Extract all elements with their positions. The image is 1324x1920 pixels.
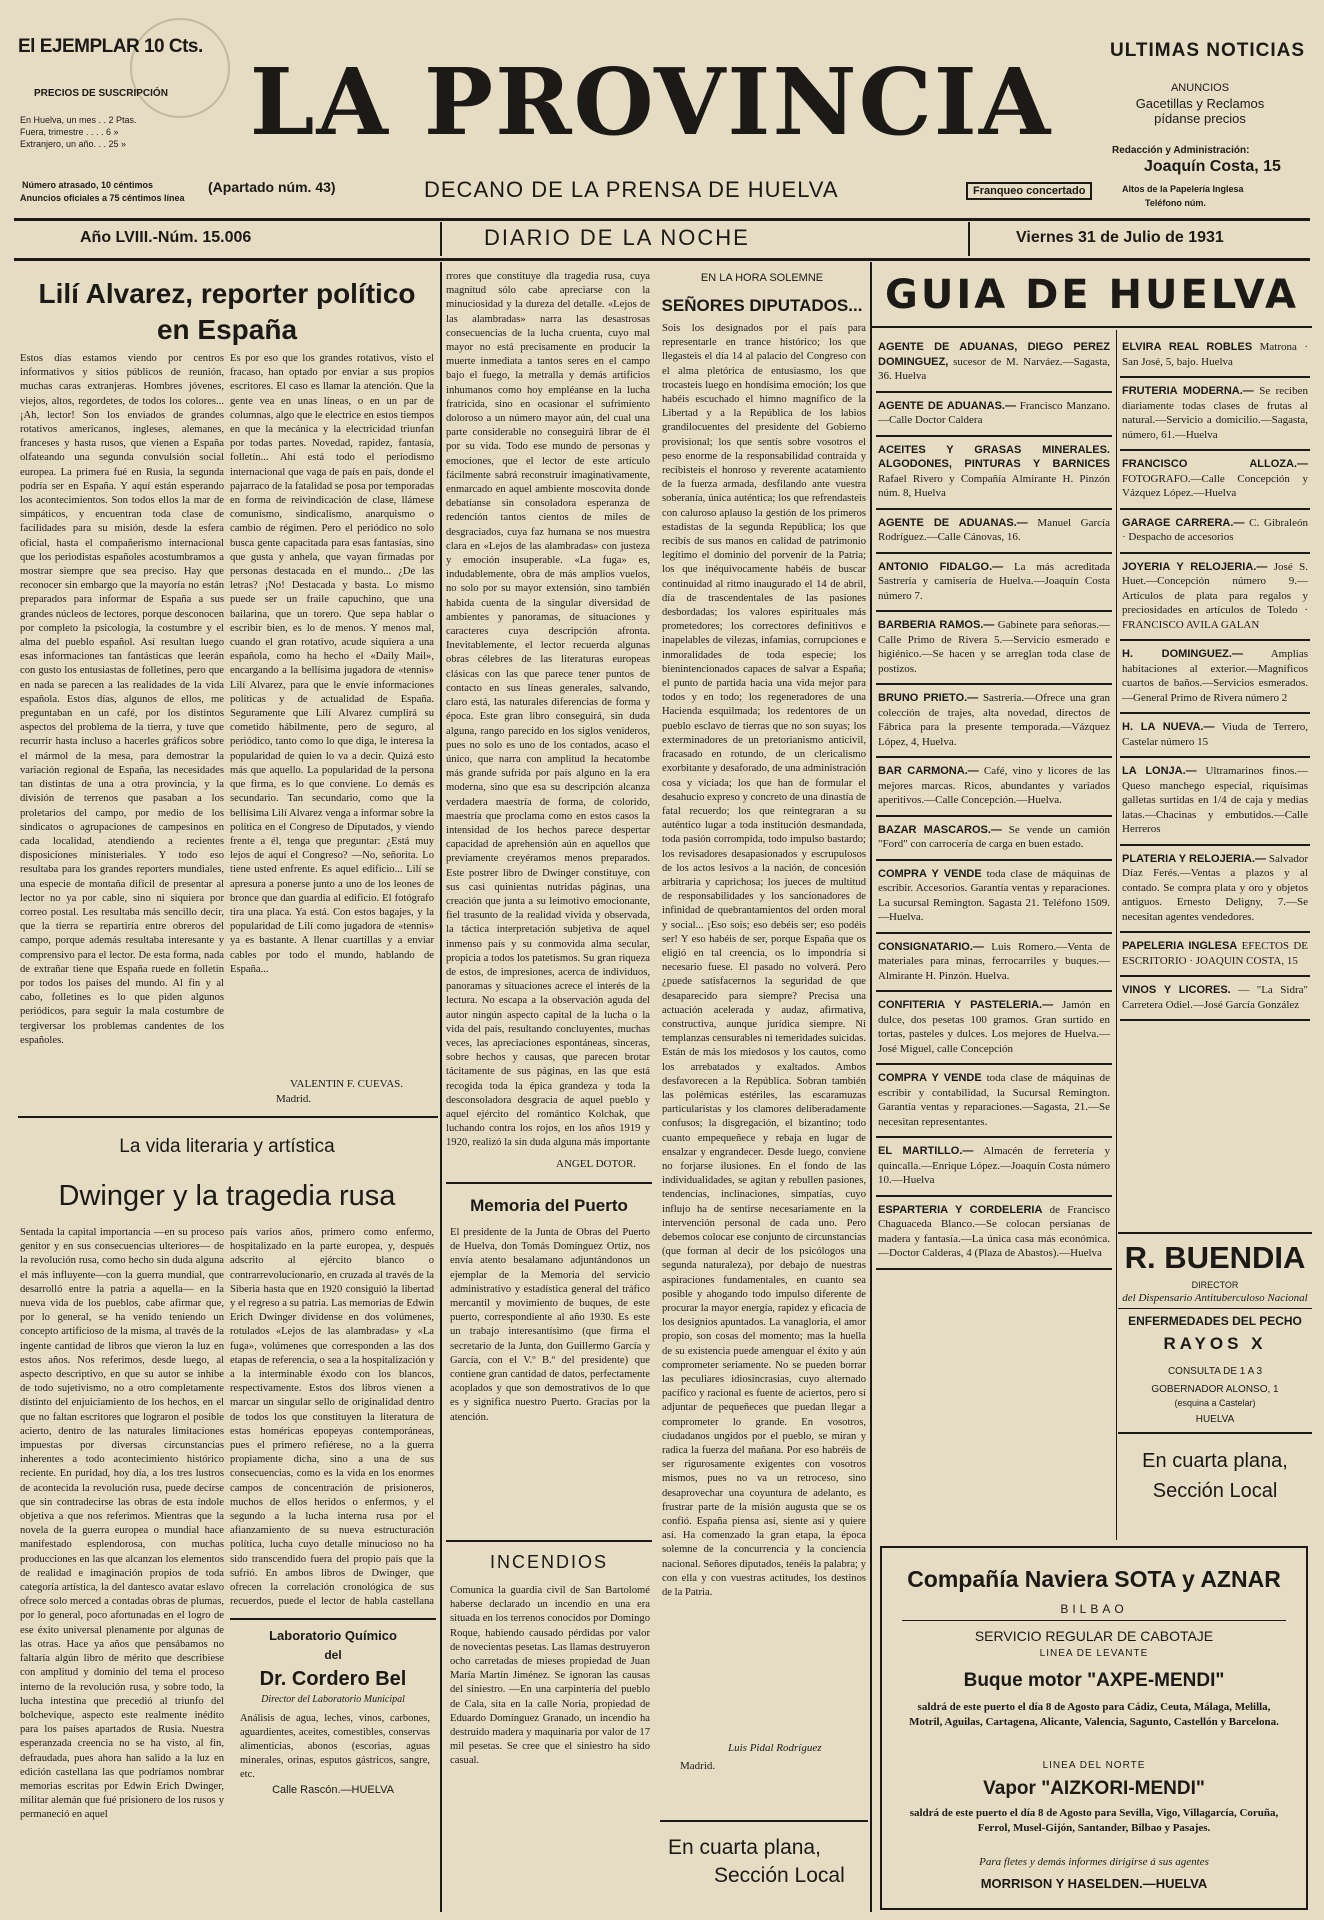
guide-ad-text: Se vende un camión "Ford" con carrocería de carga en buen estado. bbox=[878, 823, 1110, 850]
guide-ad bbox=[876, 554, 1112, 613]
article-author: Luis Pidal Rodríguez bbox=[728, 1742, 822, 1754]
subscription-price-line: En Huelva, un mes . . 2 Ptas. bbox=[20, 115, 137, 125]
subscription-prices bbox=[20, 114, 137, 150]
rule bbox=[446, 1540, 652, 1542]
next-page-note bbox=[1118, 1446, 1312, 1506]
doctor-name: R. BUENDIA bbox=[1124, 1240, 1306, 1275]
guide-ad-text: Salvador Díaz Ferés.—Ventas a plazos y al contado. Se compra plata y oro y objetos antiguos. Ernesto Deligny, 7.—Se necesitan agentes vendedores. bbox=[1122, 852, 1309, 923]
guide-ads-left bbox=[876, 334, 1112, 1544]
guide-ad-name: H. DOMINGUEZ.— bbox=[1122, 648, 1243, 660]
guide-ad-name: GARAGE CARRERA.— bbox=[1122, 516, 1245, 529]
guide-ad-name: BRUNO PRIETO.— bbox=[878, 692, 979, 704]
subscription-price-line: Fuera, trimestre . . . . 6 » bbox=[20, 127, 119, 137]
subscription-title: PRECIOS DE SUSCRIPCIÓN bbox=[34, 88, 168, 99]
guide-ad bbox=[1120, 846, 1310, 934]
ads-types: Gacetillas y Reclamos bbox=[1135, 96, 1265, 111]
lab-doctor: Dr. Cordero Bel bbox=[259, 1668, 407, 1690]
rule bbox=[870, 262, 872, 1912]
next-page-line: Sección Local bbox=[1152, 1480, 1278, 1502]
admin-label: Redacción y Administración: bbox=[1112, 145, 1250, 156]
guide-ads-right bbox=[1120, 334, 1310, 1224]
article-column: Estos días estamos viendo por centros informativos y sitios públicos de reunión, muchas caras extranjeras. Hombres jóvenes, viejos, altos, regordetes, de todos los colores... ¡Ah, lector! Son los enviados de grandes rotativos americanos, ingleses, alemanes, franceses y hasta rusos, que vienen a España olfateando una segunda convulsión social europea. La primera fué en Rusia, la segunda podría ser en España. Y aquí están esperando los acontecimientos. Son todos ellos la mar de simpáticos, y encuentran toda clase de facilidades para su misión, desde la esfera oficial, hasta el compañerismo internacional que los periodistas españoles acostumbramos a mostrar siempre que sea preciso. Hay que reconocer sin embargo que la mayoría no están preparados para informar de España a sus grandes núcleos de lectores, porque desconocen por completo la psicología, la costumbre y el alma del pueblo español. Así resultan luego esas informaciones tan fantásticas que leerán con gusto los entusiastas de folletines, pero que en nada se parecen a las realidades de la vida española. Estos días, algunos de ellos, me preguntaban en un café, por los distintos aspectos del problema de la tierra, y tuve que recurrir hasta incluso a hacerles gráficos sobre el mármol de la mesa, para demostrar la variación regional de España, las necesidades tan distintas de una a otra provincia, y la división de terrenos que pasaban a los proletarios del campo, por medio de los sindicatos o agrupaciones de campesinos en cada localidad, atendiendo a recientes disposiciones ministeriales. Y todo eso resultaba para los grandes reporters mundiales, una especie de montaña difícil de presentar al lector no ya por cable, sino ni siquiera por correo postal. Les resultaba más sencillo decir, que la tierra se repartiría entre obreros del campo, porque además resultaba interesante y comprensivo para el lector. De esta forma, nada de extrañar tiene que España ruede en folletín por todos los países del mundo. Al fin y al cabo, folletines es lo que piden algunos periódicos, para seguir la mala costumbre de tergiversar los problemas candentes de los españoles. bbox=[20, 353, 224, 1046]
guide-ad bbox=[876, 934, 1112, 993]
shipping-line: LINEA DEL NORTE bbox=[1042, 1760, 1146, 1771]
guide-ad-name: ACEITES Y GRASAS MINERALES. ALGODONES, PINTURAS Y BARNICES bbox=[878, 443, 1110, 470]
doctor-corner: (esquina a Castelar) bbox=[1174, 1398, 1256, 1408]
guide-ad-name: CONSIGNATARIO.— bbox=[878, 940, 984, 953]
guide-ad-text: Matrona · San José, 5, bajo. Huelva bbox=[1122, 341, 1308, 368]
guide-ad bbox=[876, 817, 1112, 861]
guide-ad-name: EL MARTILLO.— bbox=[878, 1145, 974, 1157]
guide-ad-text: Luis Romero.—Venta de materiales para minas, ferrocarriles y buques.—Almirante H. Pinzón. Huelva. bbox=[878, 940, 1110, 982]
guide-ad-text: Viuda de Terrero, Castelar número 15 bbox=[1122, 721, 1308, 748]
guide-ad-name: H. LA NUEVA.— bbox=[1122, 721, 1215, 733]
guide-ad-text: C. Gibraleón · Despacho de accesorios bbox=[1122, 516, 1308, 543]
guide-title: GUIA DE HUELVA bbox=[885, 272, 1299, 318]
guide-ad bbox=[1120, 977, 1310, 1021]
guide-ad-name: AGENTE DE ADUANAS.— bbox=[878, 399, 1016, 412]
guide-ad-text: EFECTOS DE ESCRITORIO · JOAQUIN COSTA, 15 bbox=[1122, 940, 1309, 967]
price-label: El EJEMPLAR 10 Cts. bbox=[18, 36, 203, 57]
guide-ad bbox=[1120, 933, 1310, 977]
newspaper-title: LA PROVINCIA bbox=[249, 48, 1053, 156]
guide-ad-name: FRANCISCO ALLOZA.— bbox=[1122, 458, 1308, 470]
guide-ad-name: AGENTE DE ADUANAS.— bbox=[878, 516, 1028, 529]
guide-ad-text: Jamón en dulce, dos pesetas 100 gramos. Gran surtido en tortas, pasteles y dulces. Los mejores de Huelva.—José Miguel, calle Concepción bbox=[878, 999, 1111, 1055]
shipping-line: LINEA DE LEVANTE bbox=[1039, 1648, 1149, 1659]
guide-ad bbox=[876, 758, 1112, 817]
admin-phone: Teléfono núm. bbox=[1145, 198, 1206, 208]
doctor-specialty: ENFERMEDADES DEL PECHO bbox=[1128, 1314, 1302, 1328]
guide-ad bbox=[1120, 334, 1310, 378]
article-title: INCENDIOS bbox=[489, 1552, 608, 1572]
shipping-route: saldrá de este puerto el día 8 de Agosto para Cádiz, Ceuta, Málaga, Melilla, Motril, Aguilas, Cartagena, Alicante, Valencia, Sagunto, Castellón y Barcelona. bbox=[909, 1701, 1279, 1728]
article-place: Madrid. bbox=[276, 1093, 312, 1105]
next-page-note: En cuarta plana, bbox=[668, 1836, 821, 1859]
subscription-price-line: Extranjero, un año. . . 25 » bbox=[20, 139, 127, 149]
rule bbox=[968, 222, 970, 256]
article-column: país varios años, primero como enfermo, hospitalizado en la parte europea, y, después adscrito al ejército blanco o contrarrevolucionario, en cruzada al través de la Siberia hasta que en 1920 consiguió la libertad y el regreso a su patria. Las memorias de Edwin Erich Dwinger dividense en dos volúmenes, rotulados «Lejos de las alambradas» y «La fuga», volúmenes que corresponden a las dos etapas de referencia, o sea a la hospitalización y a la interminable éxodo con los blancos, respectivamente. Estos dos libros vienen a marcar un singular sello de originalidad dentro de todos los que constituyen la literatura de estas homéricas epopeyas contemporáneas, pues el primero refiérese, no a la guerra propiamente dicha, sino a una de sus consecuencias, como es la vida en los enormes campos de concentración de prisioneros, muchos de ellos heridos o enfermos, y el segundo a la lucha interna rusa por el afianzamiento de su nueva estructuración política, lucha cuyo detalle minucioso no ha sido transcendido fuera del propio país que la sufrió. En ambos libros de Dwinger, que ofrecen la correlación cronológica de sus recuerdos, puede el lector de habla castellana bbox=[230, 1227, 434, 1608]
lab-address: Calle Rascón.—HUELVA bbox=[272, 1784, 394, 1796]
guide-ad-name: ELVIRA REAL ROBLES bbox=[1122, 341, 1253, 353]
rule bbox=[872, 326, 1312, 328]
doctor-role: DIRECTOR bbox=[1191, 1280, 1239, 1290]
article-author: ANGEL DOTOR. bbox=[556, 1158, 637, 1170]
guide-ad bbox=[1120, 451, 1310, 510]
guide-ad-text: toda clase de máquinas de escribir y contabilidad, la Sucursal Remington. Garantía ventas y reparaciones.—Sagasta, 21.—Se necesitan representantes. bbox=[878, 1072, 1110, 1128]
article-title bbox=[18, 276, 436, 348]
article-title-line: Lilí Alvarez, reporter político bbox=[38, 278, 416, 309]
back-issue-price: Número atrasado, 10 céntimos bbox=[22, 180, 154, 190]
guide-ad bbox=[876, 510, 1112, 554]
guide-ad-name: BAR CARMONA.— bbox=[878, 765, 979, 777]
guide-ad-name: BAZAR MASCAROS.— bbox=[878, 823, 1002, 836]
rule bbox=[1118, 1432, 1312, 1434]
article-kicker: EN LA HORA SOLEMNE bbox=[700, 272, 824, 284]
guide-ad-name: BARBERIA RAMOS.— bbox=[878, 619, 995, 631]
article-title-line: en España bbox=[156, 314, 298, 345]
rule bbox=[14, 218, 1310, 221]
guide-ad-name: COMPRA Y VENDE bbox=[878, 867, 982, 880]
guide-ad bbox=[876, 393, 1112, 437]
shipping-city: BILBAO bbox=[1060, 1602, 1128, 1616]
guide-ad bbox=[1120, 641, 1310, 714]
issue-number: Año LVIII.-Núm. 15.006 bbox=[80, 229, 252, 246]
guide-ad-text: Café, vino y licores de las mejores marcas. Ricos, abundantes y variados aperitivos.—Calle Concepción.—Huelva. bbox=[878, 765, 1110, 806]
guide-ad-name: ANTONIO FIDALGO.— bbox=[878, 560, 1004, 573]
article-column: rrores que constituye dla tragedia rusa, cuya magnitud sólo cabe apreciarse con la minuciosidad y la dureza del detalle. «Lejos de las alambradas» narra las desastrosas consecuencias de la lucha cruenta, cuyo mal mayor no está precisamente en producir la muerte inmediata a tantos seres en el campo bajo el fuego, la metralla y demás artificios inhumanos como hoy empléanse en la lucha fratricida, sino en ocasionar el sufrimiento doloroso a un número mayor aún, del cual una parte considerable no conseguirá librar de él por su vida. Todo ese mundo de personas y emociones, que el lector de este artículo fácilmente sabrá reconstruir imaginativamente, enmarcado en aquel ambiente moscovita donde debatíanse sin consoladora esperanza de redención tantos cientos de miles de desgraciados, cuya faz humana se nos muestra clara en «Lejos de las alambradas» con justeza y emoción insuperable. «La fuga» es, indudablemente, obra de más amplios vuelos, no solo por su mayor extensión, sino también habida cuenta de la singular diversidad de ambientes y panoramas, de situaciones y caracteres cuya descripción afronta. Inevitablemente, el lector recuerda algunas obras célebres de las literaturas europeas clásicas con las que parece tener puntos de contacto en sus líneas generales, salvando, claro está, las naturales diferencias de forma y época. Este gran libro conseguirá, sin duda alguna, rango parecido en los siglos venideros, pues no solo es uno de los contados, acaso el único, que narra con amplitud la hecatombe más grande sufrida por país alguno en la era moderna, sino que esa su descripción alcanza verdadera maestría de forma, de colorido, maestría que proclama como en estos casos la intensidad de los hechos parece despertar capacidad de aprehensión aún en aquellos que previamente creyéramos menos preparados. Este postrer libro de Dwinger constituye, con sus casi quinientas nutridas páginas, una creación que junta a su leimotivo emocionante, fiel trasunto de la realidad vivida y observada, la táctica interpretación subjetiva de aquel inmenso país y su conmovida alma secular, propicia a todos los patetismos. Su gran riqueza de estos, de impresiones, acerca de individuos, panoramas y situaciones acrece el interés de la lectura. No escapa a la observación aguda del autor ningún aspecto capital de la lucha o la vida del país, resultando concluyentes, muchas veces, las apreciaciones espontáneas, sinceras, sobre hechos y causas, que parecen brotar tácitamente de sus páginas, en las que está recogida toda la épica grandeza y toda la desconsoladora desgracia de aquel pueblo y aquel ejército del romántico Kolchak, que luchando contra los rojos, en los años 1919 y 1920, realizó la sin duda alguna más importante bbox=[446, 271, 650, 1149]
rule bbox=[18, 1116, 438, 1118]
guide-ad-text: Amplias habitaciones al exterior.—Magníficos cuartos de baños.—Servicios esmerados.—General Primo de Rivera número 2 bbox=[1122, 648, 1308, 704]
article-author: VALENTIN F. CUEVAS. bbox=[290, 1078, 404, 1090]
rule bbox=[230, 1618, 436, 1620]
guide-ad bbox=[876, 612, 1112, 685]
rule bbox=[14, 258, 1310, 261]
next-page-note: Sección Local bbox=[714, 1864, 845, 1887]
guide-ad-name: PAPELERIA INGLESA bbox=[1122, 940, 1238, 952]
guide-ad-text: — "La Sidra" Carretera Odiel.—José García González bbox=[1122, 984, 1309, 1011]
guide-ad-text: La más acreditada Sastrería y camisería de Huelva.—Joaquín Costa número 7. bbox=[878, 560, 1110, 602]
rule bbox=[1118, 1232, 1312, 1234]
guide-ad bbox=[876, 1138, 1112, 1197]
rule bbox=[440, 222, 442, 256]
guide-ad-text: José S. Huet.—Concepción número 9.—Artículos de plata para regalos y preciosidades en artículos de Toledo · FRANCISCO AVILA GALAN bbox=[1122, 560, 1309, 631]
guide-ad-text: Gabinete para señoras.—Calle Primo de Rivera 5.—Servicio esmerado e higiénico.—Se hacen y se arreglan toda clase de postizos. bbox=[878, 619, 1110, 675]
article-place: Madrid. bbox=[680, 1760, 716, 1772]
issue-type: DIARIO DE LA NOCHE bbox=[484, 225, 750, 250]
ads-ask: pídanse precios bbox=[1154, 111, 1246, 126]
guide-ad bbox=[876, 334, 1112, 393]
guide-ad-name: CONFITERIA Y PASTELERIA.— bbox=[878, 999, 1054, 1011]
guide-ad bbox=[876, 1065, 1112, 1138]
ads-label: ANUNCIOS bbox=[1170, 82, 1230, 94]
guide-ad-name: COMPRA Y VENDE bbox=[878, 1072, 982, 1084]
guide-ad-text: sucesor de M. Narváez.—Sagasta, 36. Huelva bbox=[878, 355, 1111, 382]
guide-ad-name: FRUTERIA MODERNA.— bbox=[1122, 385, 1254, 397]
guide-ad-text: Se reciben diariamente todas clases de frutas al natural.—Servicio a domicilio.—Sagasta, número, 61.—Huelva bbox=[1122, 385, 1308, 441]
guide-ad-name: LA LONJA.— bbox=[1122, 765, 1197, 777]
lab-title: Laboratorio Químico bbox=[269, 1628, 397, 1643]
article-title: Memoria del Puerto bbox=[470, 1196, 628, 1215]
guide-ad-text: de Francisco Chaguaceda Blanco.—Se colocan persianas de madera y fantasía.—La única casa más económica.—Doctor Calderas, 4 (Plaza de Abastos).—Huelva bbox=[878, 1203, 1111, 1259]
guide-ad-name: VINOS Y LICORES. bbox=[1122, 984, 1231, 996]
article-title: Dwinger y la tragedia rusa bbox=[58, 1180, 396, 1212]
guide-ad bbox=[876, 992, 1112, 1065]
shipping-company: Compañía Naviera SOTA y AZNAR bbox=[907, 1566, 1281, 1592]
guide-ad-name: JOYERIA Y RELOJERIA.— bbox=[1122, 560, 1268, 573]
lab-del: del bbox=[324, 1648, 342, 1662]
doctor-address: GOBERNADOR ALONSO, 1 bbox=[1151, 1384, 1279, 1395]
guide-ad bbox=[1120, 554, 1310, 642]
lab-director: Director del Laboratorio Municipal bbox=[261, 1694, 405, 1705]
article-body: Sois los designados por el país para representarle en trance histórico; los que llegasteis el día 14 al palacio del Congreso con el alma pletórica de entusiasmo, los que trocasteis luego en hondísima emoción; los que habéis escuchado el himno magnífico de la Libertad y a la República de los labios grandilocuentes del presidente del Gobierno provisional; los que sentís sobre vosotros el peso enorme de la responsabilidad contraída y recibisteis el honroso y reverente acatamiento de la fuerza armada, desfilando ante vuestra soberanía, única auténtica; los que refrendasteis con caluroso aplauso la gestión de los primeros estadistas de la segunda República; los que recibís de sus manos en calidad de patrimonio legítimo el dominio del porvenir de la Patria; los que inéquivocamente habéis de buscar continuidad al ritmo inaugurado el 14 de abril, día de trascendentales de las pasiones desbordadas; los valores espirituales más prometedores; los correctores definitivos e inapelables de vilezas, infamias, corrupciones e inmoralidades de toda especie; los bienintencionados capaces de salvar a España; el punto de partida hacia una vida mejor para todos y en todo; los regeneradores de una Hacienda esquilmada; los redentores de un pueblo esclavo de tierras que no son suyas; los exterminadores de un pretorianismo anticivil, fracasado en rotundo, de un clericalismo exorbitante y desaforado, de una administración cosa y viciada; los que han de formular el desahucio expreso y concreto de una dinastía de fatal recuerdo; los que reintegraran a su auténtico lugar a toda institución desmandada, toda pasión corrompida, todo impulso bastardo; los revisadores desapasionados y escrupulosos de los actos lesivos a la nación, de concesión arbitraria y caprichosa; los jueces de multitud de responsabilidades y los sancionadores de infinidad de quebrantamientos del orden moral y social... ¡Eso sois; eso debéis ser; eso podéis ser! Y eso habéis de ser, porque España que os eligió en tal creencia, os lo impondría si necesario fuese. El pasado no volverá. Pero ¿puede satisfacernos la seguridad de que desaparecido para siempre? Precisa una actuación acelerada y audaz, afirmativa, constructiva, aunque jurídica siempre. Ni templanzas censurables ni temeridades suicidas. Están de más los miedosos y los cautos, como los arrebatados y exaltados. Ambos desfavorecen a la República. Sobran también las polémicas estériles, las escaramuzas particularistas y los clamores deliberadamente confusos; la disgregación, el bizantino; todo cuanto empequeñece y rebaja en lugar de ensalzar y engrandecer. Desde luego, conviene no forjarse ilusiones. En el fondo de las individualidades, se agitan y rebullen pasiones, tendencias, inclinaciones, simpatías, cuyo influjo ha de sentirse necesariamente en la intervención personal de cada uno. Pero debemos colocar ese conjunto de circunstancias (que forman al decir de los psicólogos una segunda naturaleza), por debajo de nuestras aspiraciones fundamentales, en cuanto sea posible y ahogando todo impulso diferente de procurar la mayor energía, rapidez y eficacia de los designios apuntados. La vanagloria, el amor propio, son cosas del momento; mas la huella de su existencia puede amenguar el éxito y aún comprometer seriamente. No se pueden borrar las peculiares idiosincrasias, cuyo alternado pacífico y racional es fuente de aciertos, pero sí adjuntar de pequeñeces que puedan llegar a comprometer lo grande. En vosotros, ciudadanos ungidos por el pueblo, se miran y radica la fuerza del mañana. Por eso habréis de ser rigurosamente exigentes con vosotros mismos, pues no va un retroceso, sino desaprovechar una coyuntura de adelanto, es frustrar parte de la misión augusta que se os confió. España piensa así, siente así y quiere así. Ha comenzado la gran etapa, la época solemne de la concurrencia y la conciencia nacional. Señores diputados, tenéis la palabra; y con ella y con vuestras actitudes, los destinos de la Patria. bbox=[662, 323, 866, 1599]
po-box: (Apartado núm. 43) bbox=[208, 179, 336, 195]
admin-address: Joaquín Costa, 15 bbox=[1144, 158, 1281, 175]
shipping-service: SERVICIO REGULAR DE CABOTAJE bbox=[974, 1628, 1214, 1644]
guide-ad-text: Ultramarinos finos.—Queso manchego especial, riquísimas galletas surtidas en 1/4 de caja y medias latas.—Chacinas y embutidos.—Calle Herreros bbox=[1122, 765, 1308, 835]
doctor-hours: CONSULTA DE 1 A 3 bbox=[1167, 1366, 1263, 1377]
article-body: Comunica la guardia civil de San Bartolomé haberse declarado un incendio en una era situada en los terrenos conocidos por Domingo Roque, habiendo causado pérdidas por valor de novecientas pesetas. Las llamas destruyeron ocho carretadas de mieses propiedad de Juan María Martín Jiménez. Se ignoran las causas del siniestro. —En una carpintería del pueblo de Cala, sita en la calle Noria, propiedad de Eduardo Domínguez Granado, un incendio ha destruido madera y maquinaria por valor de 17 mil pesetas. Se cree que el siniestro ha sido casual. bbox=[450, 1585, 650, 1767]
rule bbox=[902, 1620, 1286, 1621]
article-body: El presidente de la Junta de Obras del Puerto de Huelva, don Tomás Domínguez Ortiz, nos envía atento besalamano adjuntándonos un ejemplar de la Memoria del servicio administrativo y estadística general del tráfico mercantil y movimiento de buques, de este puerto, correspondiente al año 1930. Es este un trabajo interesantísimo (que firma el secretario de la Junta, don Guillermo García y García, con el V.º B.º del presidente) que contiene gran cantidad de datos, perfectamente acoplados y que son demostrativos de lo que es y significa nuestro Puerto. Gracias por la atención. bbox=[450, 1227, 650, 1423]
lab-services: Análisis de agua, leches, vinos, carbones, aguardientes, aceites, comestibles, conservas alimenticias, abonos (escorias, aguas minerales, orinas, esputos gástricos, sangre, etc. bbox=[240, 1713, 430, 1780]
postage-box: Franqueo concertado bbox=[966, 182, 1092, 200]
article-title: SEÑORES DIPUTADOS... bbox=[661, 296, 863, 315]
doctor-dispensary: del Dispensario Antituberculoso Nacional bbox=[1122, 1292, 1308, 1304]
tagline: DECANO DE LA PRENSA DE HUELVA bbox=[424, 177, 839, 202]
issue-date: Viernes 31 de Julio de 1931 bbox=[1016, 229, 1224, 246]
next-page-line: En cuarta plana, bbox=[1142, 1450, 1288, 1472]
rule bbox=[660, 1820, 868, 1822]
guide-ad-name: ESPARTERIA Y CORDELERIA bbox=[878, 1203, 1043, 1216]
guide-ad bbox=[876, 1197, 1112, 1270]
guide-ad bbox=[1120, 758, 1310, 846]
guide-ad bbox=[1120, 714, 1310, 758]
shipping-ad bbox=[880, 1546, 1308, 1910]
shipping-route: saldrá de este puerto el día 8 de Agosto para Sevilla, Vigo, Villagarcía, Coruña, Ferrol, Musel-Gijón, Santander, Bilbao y Pasajes. bbox=[909, 1807, 1279, 1834]
guide-ad bbox=[1120, 510, 1310, 554]
shipping-info: Para fletes y demás informes dirigirse á sus agentes bbox=[979, 1856, 1209, 1868]
rule bbox=[440, 262, 442, 1912]
guide-ad bbox=[876, 685, 1112, 758]
guide-ad-text: FOTOGRAFO.—Calle Concepción y Vázquez López.—Huelva bbox=[1122, 472, 1308, 499]
guide-ad-name: AGENTE DE ADUANAS, DIEGO PEREZ DOMINGUEZ, bbox=[878, 341, 1110, 368]
admin-note: Altos de la Papelería Inglesa bbox=[1122, 184, 1244, 194]
guide-ad bbox=[876, 861, 1112, 934]
shipping-vessel: Vapor "AIZKORI-MENDI" bbox=[983, 1778, 1205, 1799]
guide-ad-text: toda clase de máquinas de escribir. Accesorios. Garantía ventas y reparaciones. La sucursal Remington. Sagasta 21. Teléfono 1509.—Huelva. bbox=[878, 867, 1110, 923]
guide-ad-text: Rafael Rivero y Compañía Almirante H. Pinzón núm. 8, Huelva bbox=[878, 472, 1110, 499]
shipping-vessel: Buque motor "AXPE-MENDI" bbox=[963, 1670, 1225, 1691]
guide-ad bbox=[1120, 378, 1310, 451]
guide-ad-text: Sastrería.—Ofrece una gran colección de trajes, alta novedad, directos de Fábrica para la presente temporada.—Vázquez López, 4, Huelva. bbox=[878, 692, 1110, 748]
guide-ad-name: PLATERIA Y RELOJERIA.— bbox=[1122, 852, 1267, 865]
guide-ad-text: Francisco Manzano.—Calle Doctor Caldera bbox=[878, 399, 1110, 426]
doctor-xray: RAYOS X bbox=[1163, 1334, 1267, 1353]
official-ads-price: Anuncios oficiales a 75 céntimos línea bbox=[20, 193, 185, 203]
article-column: Sentada la capital importancia —en su proceso genitor y en sus consecuencias ulteriores— de la revolución rusa, como hecho sin duda alguna el más influyente—con la guerra mundial, que desarrolló entre la patria a aquella— en la nueva vida de los pueblos, cabe afirmar que, por lo general, se ha venido teniendo un concepto artificioso de la misma, al través de la ingente cantidad de libros que vieron la luz en estos años. Nos referimos, desde luego, al aspecto descriptivo, en que su autor se inhibe de todo sujetivismo, no a otro completamente distinto del enjuiciamiento de los hechos, en el que no faltan escritores que lograron el posible acierto, dentro de las naturales limitaciones impuestas por diversas circunstancias inherentes a todo acontecimiento histórico reciente. En puridad, hoy día, a los tres lustros de acontecida la revolución rusa, puede decirse que sin contradecirse las obras de esta índole objetiva a que nos referimos. Mientras que la novela de la guerra europea o mundial hace manifestado esplendorosa, con muchas producciones en las que alcanzan los elementos de realidad e imaginación propios de toda categoría artística, la del dantesco avatar eslavo ofrece solo merced a contadas obras de plumas, por lo general, poco afortunadas en el logro de ese éxito universal plenamente por algunas de las otras. Hace ya años que pensábamos no faltaría algún libro de mérito que describiese con amplitud y dominio del tema el proceso interno de la revolución rusa, y sobre todo, la lucha intestina que precedió al triunfo del bolchevique, aspecto este realmente inédito para los países apartados de Rusia. Nuestra esperanzada creencia no se ha visto, al fin, defraudada, pues ahora han salido a la luz en edición castellana las que podríamos nombrar memorias escritas por Edwin Erich Dwinger, militar alemán que fué prisionero de los rusos y permaneció en aquel bbox=[20, 1227, 224, 1821]
guide-ad-text: Almacén de ferretería y quincalla.—Enrique López.—Joaquín Costa número 10.—Huelva bbox=[878, 1145, 1110, 1186]
guide-ad bbox=[876, 437, 1112, 510]
shipping-agents: MORRISON Y HASELDEN.—HUELVA bbox=[980, 1876, 1208, 1891]
guide-ad-text: Manuel García Rodríguez.—Calle Cánovas, 16. bbox=[878, 516, 1110, 543]
rule bbox=[446, 1182, 652, 1184]
latest-news: ULTIMAS NOTICIAS bbox=[1110, 40, 1306, 61]
section-title: La vida literaria y artística bbox=[119, 1136, 335, 1157]
article-column: Es por eso que los grandes rotativos, visto el fracaso, han optado por enviar a sus propios escritores. El caso es llamar la atención. Que la gente vea en unas líneas, o en un par de columnas, algo que le electrice en estos tiempos en que la mecánica y la electricidad triunfan por todas partes. Novedad, rapidez, fantasía, folletín... Ahí está todo el periodismo internacional que vaga de país en país, donde el pajarraco de la fatalidad se posa por temporadas en forma de reivindicación de clase, llámese comunismo, sindicalismo, anarquismo o cambio de régimen. Pero el periódico no solo busca gente capacitada para esas fantasías, sino que gusta y anhela, que vayan firmadas por personas destacada en el mundo... ¿De las letras? ¡No! Destacada y basta. Lo mismo puede ser un fraile capuchino, que una bailarina, que un torero. Que sepa hablar o escribir bien, es lo de menos. Y menos mal, cuando el gran rotativo, acude siquiera a una española, como ha hecho el «Daily Mail», encargando a la bellísima jugadora de «tennis» Lilí Alvarez, para que le envíe informaciones políticas y de actualidad de España. Seguramente que Lilí Alvarez cumplirá su cometido hábilmente, pero de seguro, al periódico, tanto como lo que diga, le interesa la popularidad de quien lo va a decir. Quizá esto más que aquello. La popularidad de la persona que firma, es lo que conviene. Lo demás es secundario. Tan secundario, como que la bellísima Lilí Alvarez venga a informar sobre la política en el Congreso de Diputados, y viendo frente a él, tenga que preguntar: ¿Está muy lejos de aquí el Congreso? —No, señorita. Lo tiene usted enfrente. Es aquel edificio... Lilí se apresura a ponerse junto a uno de los leones de bronce que dan guardia al edificio. El fotógrafo tira una placa. Ya está. Con estos bagajes, y la popularidad de Lilí como jugadora de «tennis» ya es bastante. A llenar cuartillas y a enviar cables por todo el mundo, hablando de España... bbox=[230, 353, 434, 975]
library-stamp bbox=[130, 18, 230, 118]
rule bbox=[1116, 330, 1117, 1540]
doctor-city: HUELVA bbox=[1195, 1414, 1235, 1425]
rule bbox=[1118, 1308, 1312, 1309]
